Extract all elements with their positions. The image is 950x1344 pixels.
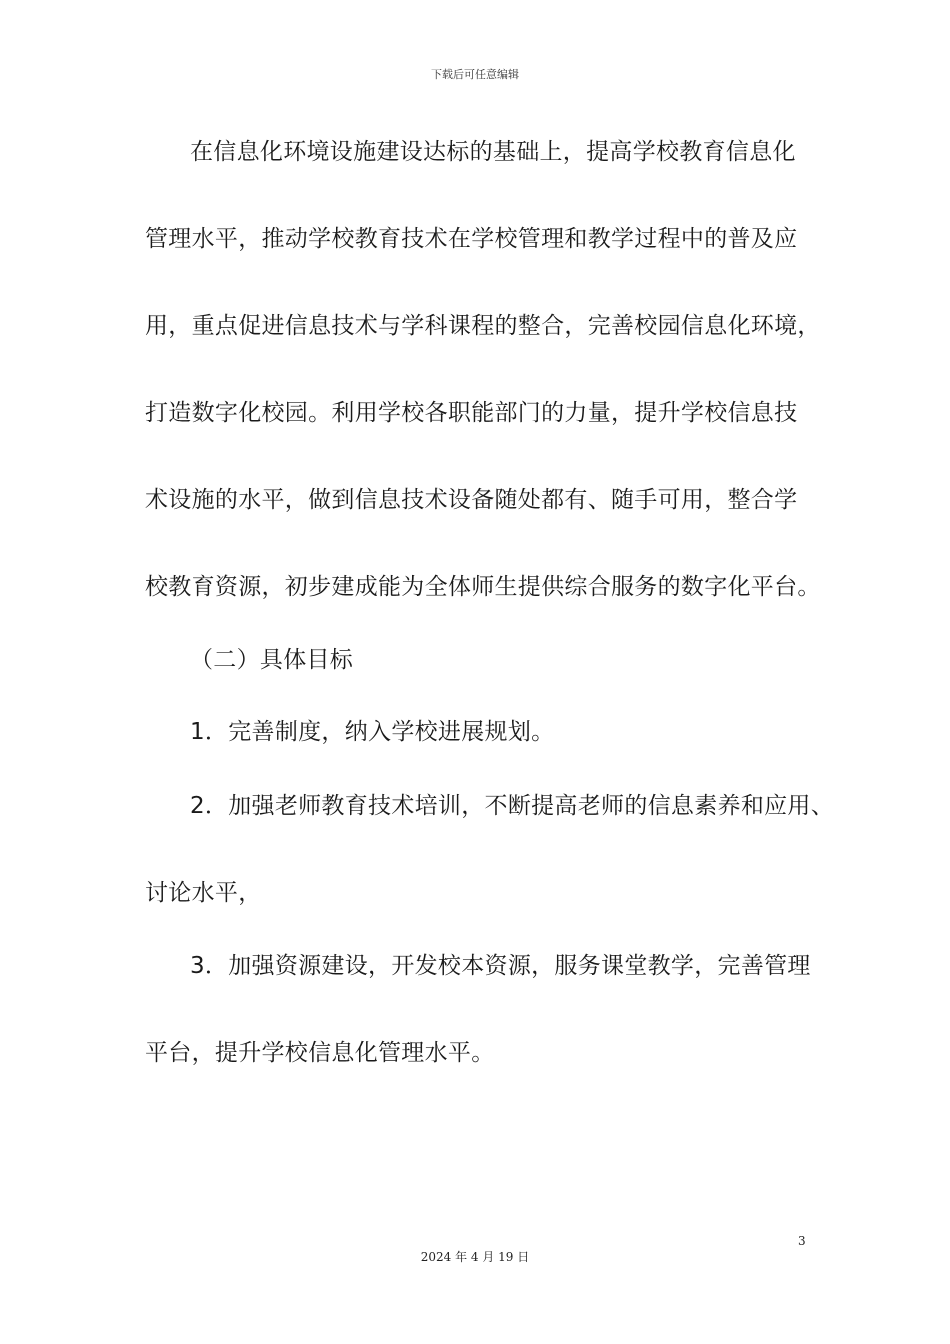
section-heading: （二）具体目标	[190, 647, 354, 673]
list-item: 1．完善制度，纳入学校进展规划。	[190, 719, 555, 745]
page-header: 下载后可任意编辑	[431, 68, 519, 81]
list-item: 3．加强资源建设，开发校本资源，服务课堂教学，完善管理	[190, 953, 811, 979]
paragraph-line: 术设施的水平，做到信息技术设备随处都有、随手可用，整合学	[145, 487, 798, 513]
paragraph-line: 打造数字化校园。利用学校各职能部门的力量，提升学校信息技	[145, 400, 798, 426]
footer-date: 2024 年 4 月 19 日	[420, 1250, 530, 1264]
list-item-continuation: 讨论水平，	[145, 880, 262, 906]
page-number: 3	[798, 1234, 806, 1248]
list-item: 2．加强老师教育技术培训，不断提高老师的信息素养和应用、	[190, 793, 835, 819]
paragraph-line: 校教育资源，初步建成能为全体师生提供综合服务的数字化平台。	[145, 574, 821, 600]
paragraph-line: 用，重点促进信息技术与学科课程的整合，完善校园信息化环境，	[145, 313, 821, 339]
list-item-continuation: 平台，提升学校信息化管理水平。	[145, 1040, 495, 1066]
paragraph-line: 在信息化环境设施建设达标的基础上，提高学校教育信息化	[190, 139, 796, 165]
paragraph-line: 管理水平，推动学校教育技术在学校管理和教学过程中的普及应	[145, 226, 798, 252]
